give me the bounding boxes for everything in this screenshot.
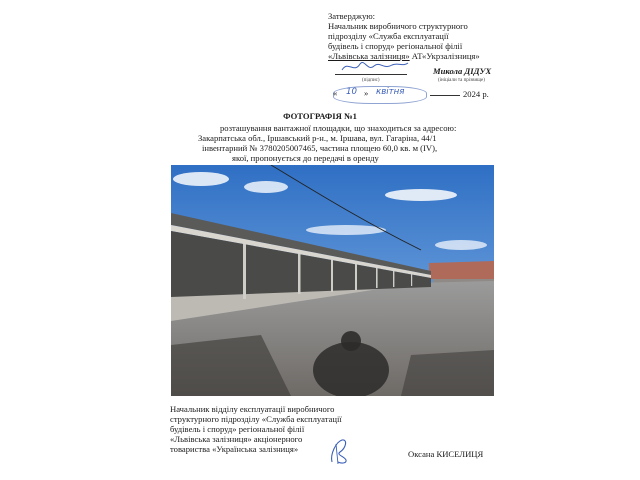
approver-signature-line (335, 74, 407, 75)
caption-signature: (підпис) (362, 78, 380, 83)
footer-line-3: будівель і споруд» регіональної філії (170, 424, 305, 434)
date-day: 10 (346, 87, 357, 97)
address-line-4: якої, пропонується до передачі в оренду (232, 153, 379, 163)
date-year: 2024 р. (463, 89, 489, 99)
approver-signature (340, 56, 410, 76)
date-underline (430, 95, 460, 96)
footer-line-1: Начальник відділу експлуатації виробничого (170, 404, 335, 414)
document-title: ФОТОГРАФІЯ №1 (283, 111, 357, 121)
approval-line-2: підрозділу «Служба експлуатації (328, 31, 449, 41)
approval-company-name: АТ«Укрзалізниця» (409, 51, 480, 61)
footer-signer-name: Оксана КИСЕЛИЦЯ (408, 449, 484, 459)
approval-header: Затверджую: (328, 11, 376, 21)
date-month: квітня (376, 87, 405, 97)
approval-block (328, 11, 480, 61)
address-line-1: розташування вантажної площадки, що знаходиться за адресою: (220, 123, 457, 133)
approver-name: Микола ДІДУХ (433, 66, 492, 76)
footer-line-4: «Львівська залізниця» акціонерного (170, 434, 303, 444)
approval-line-1: Начальник виробничого структурного (328, 21, 468, 31)
approval-line-3: будівель і споруд» регіональної філії (328, 41, 463, 51)
site-photograph (171, 165, 494, 396)
approval-railway-name: «Львівська залізниця» (328, 51, 410, 61)
address-line-2: Закарпатська обл., Іршавський р-н., м. Іршава, вул. Гагаріна, 44/1 (198, 133, 437, 143)
date-close-quote: » (364, 88, 369, 98)
date-open-quote: « (333, 88, 338, 98)
footer-signature (326, 436, 352, 466)
address-line-3: інвентарний № 3780205007465, частина площею 60,0 кв. м (IV), (202, 143, 438, 153)
footer-line-5: товариства «Українська залізниця» (170, 444, 299, 454)
footer-block (170, 404, 342, 454)
footer-line-2: структурного підрозділу «Служба експлуатації (170, 414, 342, 424)
address-block (178, 123, 456, 163)
caption-initials: (ініціали та прізвище) (438, 78, 485, 83)
